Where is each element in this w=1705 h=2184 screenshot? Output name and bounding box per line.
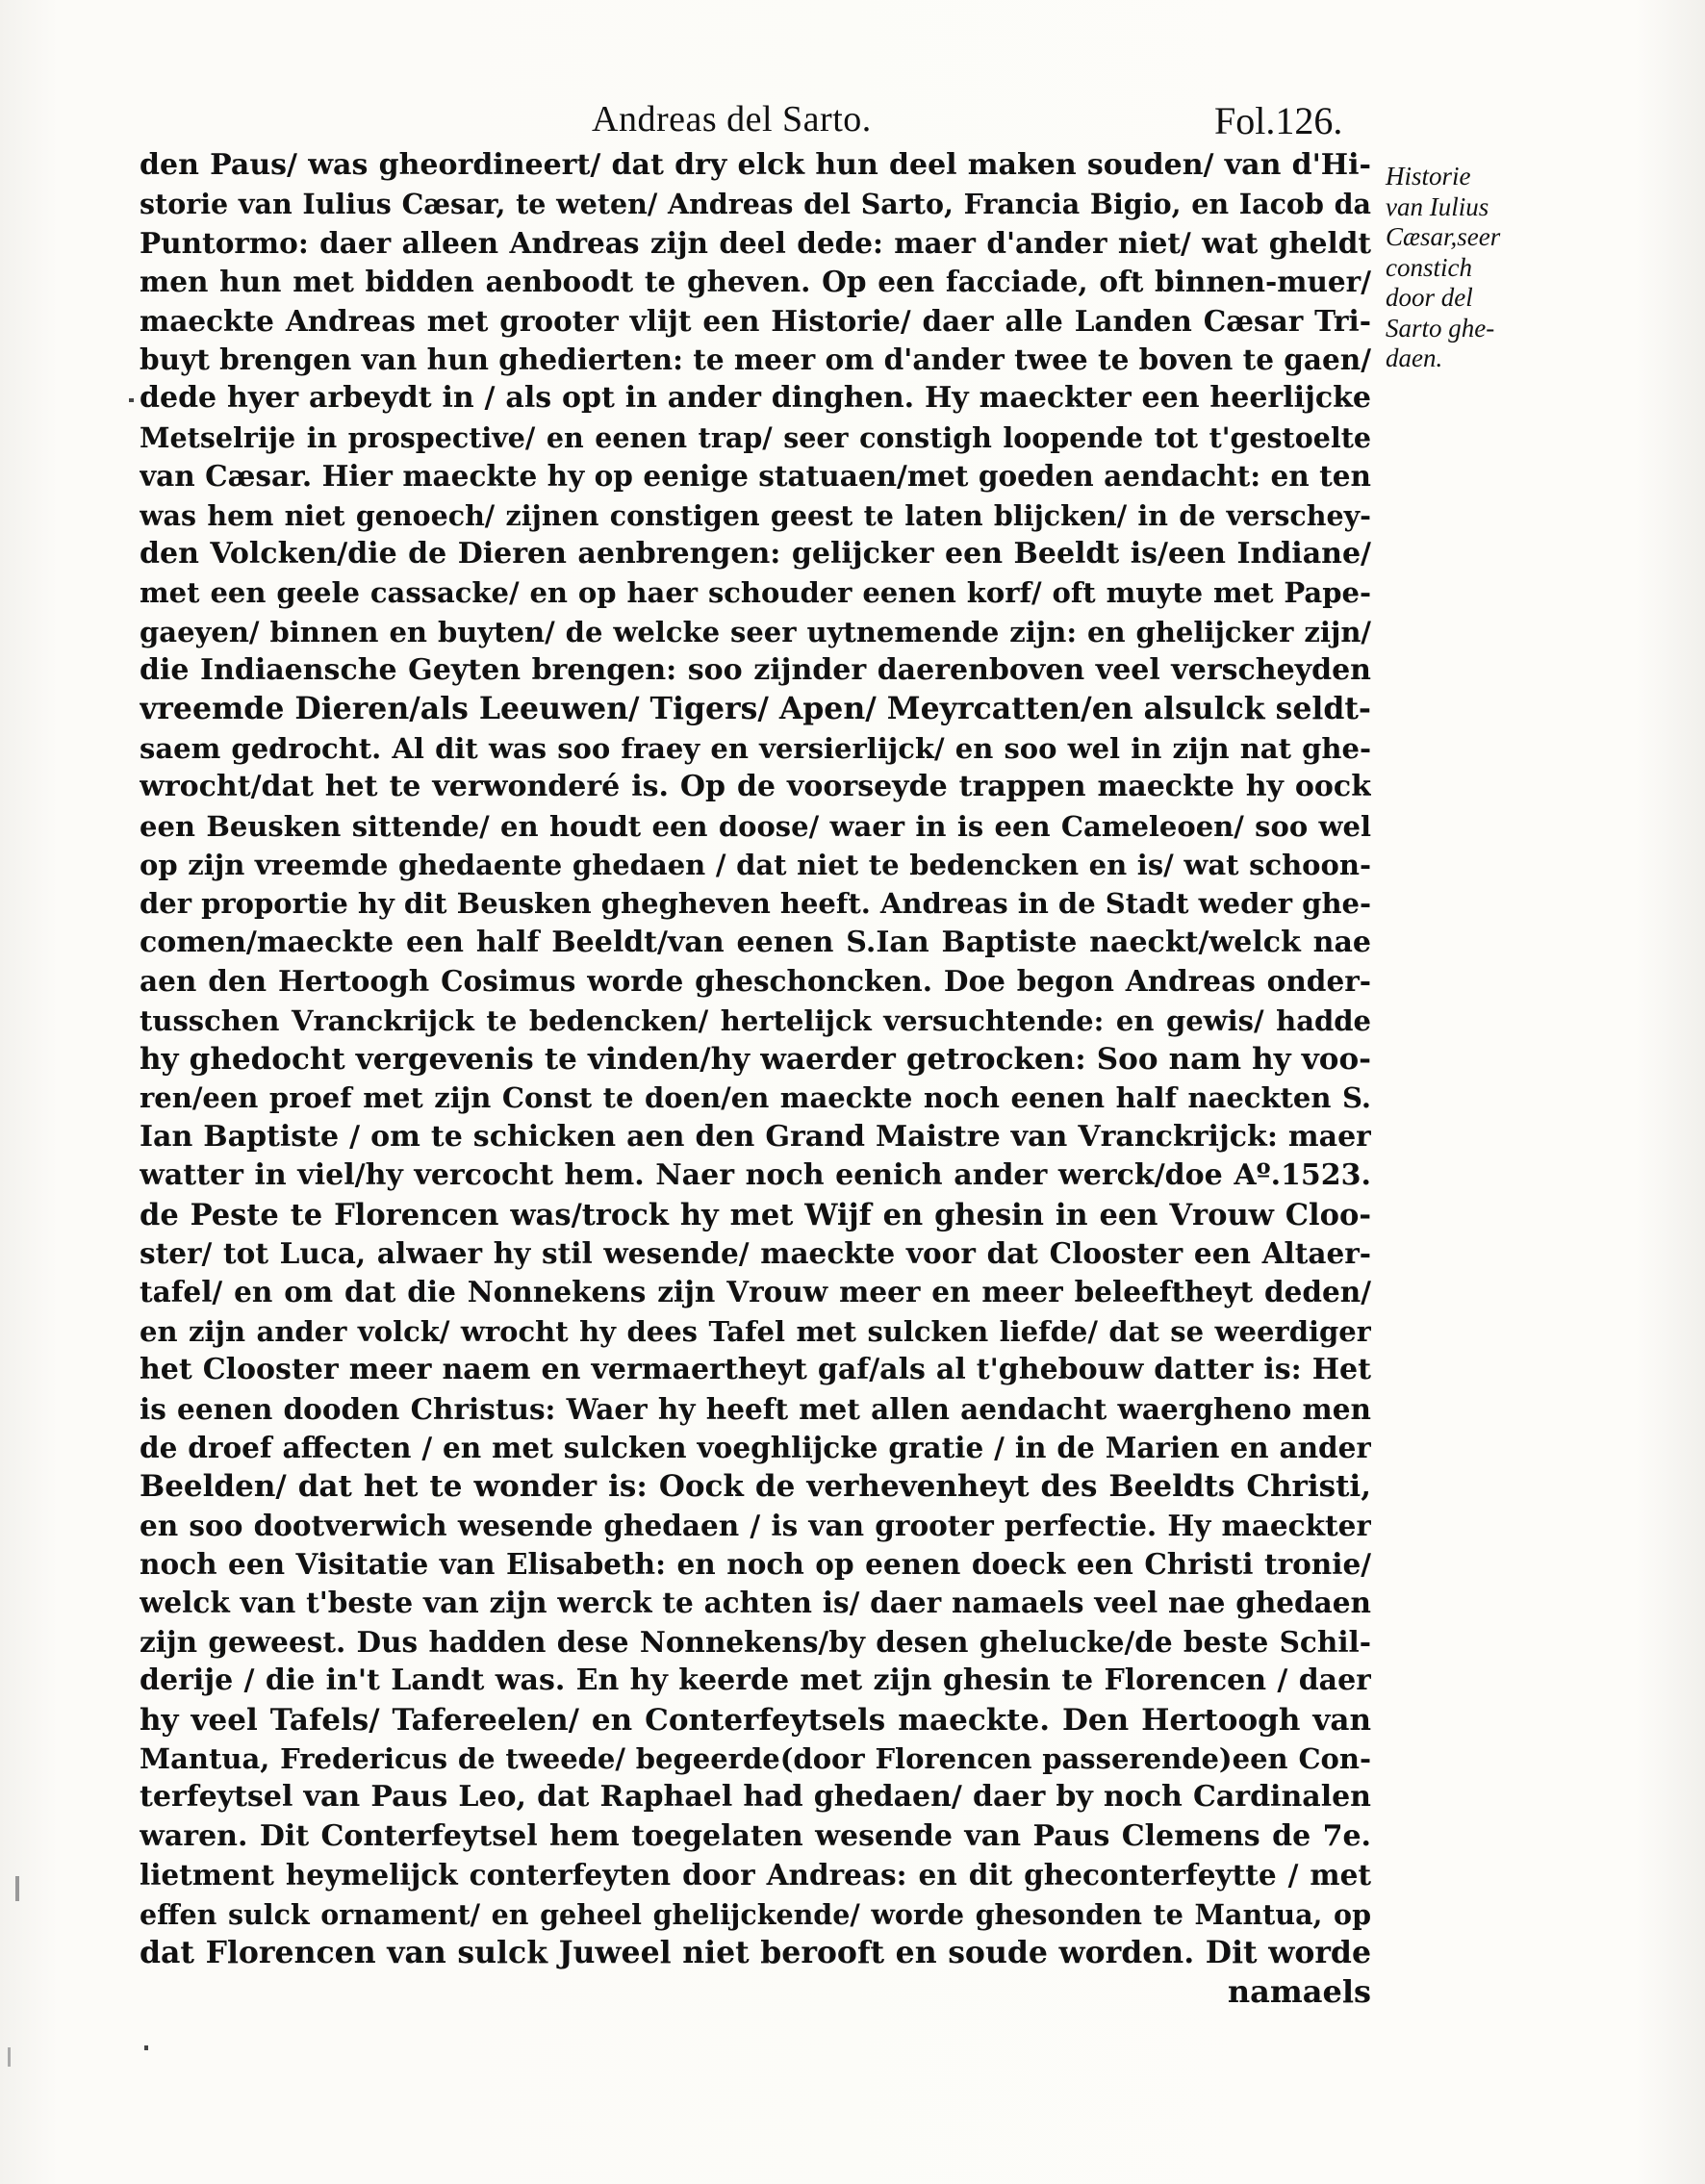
running-head-title: Andreas del Sarto.	[592, 99, 872, 140]
text-line: ren/een proef met zijn Const te doen/en maeckte noch eenen half naeckten S.	[140, 1081, 1371, 1115]
text-line: watter in viel/hy vercocht hem. Naer noch eenich ander werck/doe Aº.1523.	[140, 1158, 1371, 1193]
text-line: noch een Visitatie van Elisabeth: en noch op eenen doeck een Christi tronie/	[140, 1547, 1371, 1582]
text-line: met een geele cassacke/ en op haer schouder eenen korf/ oft muyte met Pape-	[140, 576, 1371, 610]
text-line: den Paus/ was gheordineert/ dat dry elck hun deel maken souden/ van d'Hi-	[140, 148, 1371, 182]
margin-note-line: Cæsar,seer	[1386, 222, 1501, 251]
text-line: is eenen dooden Christus: Waer hy heeft met allen aendacht waergheno men	[140, 1391, 1371, 1426]
text-line: Metselrije in prospective/ en eenen trap/ seer constigh loopende tot t'gestoelte	[140, 420, 1371, 454]
ink-speck	[144, 2045, 148, 2050]
ink-speck	[129, 398, 134, 402]
text-line: den Volcken/die de Dieren aenbrengen: gelijcker een Beeldt is/een Indiane/	[140, 536, 1371, 571]
text-line: Ian Baptiste / om te schicken aen den Grand Maistre van Vranckrijck: maer	[140, 1119, 1371, 1154]
body-text	[140, 146, 1371, 2012]
text-line: saem gedrocht. Al dit was soo fraey en versierlijck/ en soo wel in zijn nat ghe-	[140, 731, 1371, 765]
text-line: ster/ tot Luca, alwaer hy stil wesende/ maeckte voor dat Clooster een Altaer-	[140, 1235, 1371, 1270]
text-line: tusschen Vranckrijck te bedencken/ hertelijck versuchtende: en gewis/ hadde	[140, 1003, 1371, 1037]
margin-note-line: Sarto ghe-	[1386, 313, 1495, 343]
text-line: maeckte Andreas met grooter vlijt een Historie/ daer alle Landen Cæsar Tri-	[140, 303, 1371, 338]
text-line: welck van t'beste van zijn werck te achten is/ daer namaels veel nae ghedaen	[140, 1586, 1371, 1620]
text-line: gaeyen/ binnen en buyten/ de welcke seer uytnemende zijn: en ghelijcker zijn/	[140, 615, 1371, 648]
text-line: een Beusken sittende/ en houdt een doose/ waer in is een Cameleoen/ soo wel	[140, 809, 1371, 843]
folio-number: Fol.126.	[1214, 99, 1343, 142]
margin-note-line: van Iulius	[1386, 191, 1489, 221]
margin-note-line: constich	[1386, 252, 1472, 282]
text-line: derije / die in't Landt was. En hy keerde met zijn ghesin te Florencen / daer	[140, 1663, 1371, 1698]
text-line: lietment heymelijck conterfeyten door Andreas: en dit gheconterfeytte / met	[140, 1858, 1371, 1892]
text-line: terfeytsel van Paus Leo, dat Raphael had ghedaen/ daer by noch Cardinalen	[140, 1780, 1371, 1815]
text-line: wrocht/dat het te verwonderé is. Op de voorseyde trappen maeckte hy oock	[140, 770, 1371, 804]
text-line: zijn geweest. Dus hadden dese Nonnekens/by desen ghelucke/de beste Schil-	[140, 1624, 1371, 1659]
text-line: waren. Dit Conterfeytsel hem toegelaten wesende van Paus Clemens de 7e.	[140, 1818, 1371, 1853]
text-line: het Clooster meer naem en vermaertheyt gaf/als al t'ghebouw datter is: Het	[140, 1353, 1371, 1387]
text-line: tafel/ en om dat die Nonnekens zijn Vrouw meer en meer beleefthеyt deden/	[140, 1275, 1371, 1309]
ink-speck	[8, 2047, 11, 2067]
text-line: effen sulck ornament/ en geheel ghelijckende/ worde ghesonden te Mantua, op	[140, 1897, 1371, 1931]
text-line: hy veel Tafels/ Tafereelen/ en Conterfeytsels maeckte. Den Hertoogh van	[140, 1702, 1371, 1738]
text-line: was hem niet genoech/ zijnen constigen geest te laten blijcken/ in de verschey-	[140, 498, 1371, 532]
text-line: namaels	[1227, 1973, 1371, 2011]
text-line: der proportie hy dit Beusken ghegheven heeft. Andreas in de Stadt weder ghe-	[140, 887, 1371, 921]
text-line: en soo dootverwich wesende ghedaen / is van grooter perfectie. Hy maeckter	[140, 1508, 1371, 1542]
text-line: de droef affecten / en met sulcken voeghlijcke gratie / in de Marien en ander	[140, 1430, 1371, 1464]
text-line: Beelden/ dat het te wonder is: Oock de verhevenheyt des Beeldts Christi,	[140, 1469, 1371, 1505]
ink-speck	[15, 1876, 19, 1901]
text-line: de Peste te Florencen was/trock hy met Wijf en ghesin in een Vrouw Cloo-	[140, 1197, 1371, 1232]
text-line: op zijn vreemde ghedaente ghedaen / dat niet te bedencken en is/ wat schoon-	[140, 849, 1371, 882]
text-line: aen den Hertoogh Cosimus worde gheschoncken. Doe begon Andreas onder-	[140, 964, 1371, 999]
text-line: dat Florencen van sulck Juweel niet berooft en soude worden. Dit worde	[140, 1934, 1371, 1970]
margin-note-line: Historie	[1386, 162, 1471, 190]
text-line: van Cæsar. Hier maeckte hy op eenige statuaen/met goeden aendacht: en ten	[140, 459, 1371, 494]
text-line: hy ghedocht vergevenis te vinden/hy waerder getrocken: Soo nam hy voo-	[140, 1041, 1371, 1077]
text-line: en zijn ander volck/ wrocht hy dees Tafel met sulcken liefde/ dat se weerdiger	[140, 1314, 1371, 1348]
text-line: vreemde Dieren/als Leeuwen/ Tigers/ Apen/ Meyrcatten/en alsulck seldt-	[140, 691, 1371, 727]
margin-note	[1386, 162, 1540, 374]
margin-note-line: daen.	[1386, 343, 1443, 372]
text-line: men hun met bidden aenboodt te gheven. Op een facciade, oft binnen-muer/	[140, 265, 1371, 299]
text-line: storie van Iulius Cæsar, te weten/ Andreas del Sarto, Francia Bigio, en Iacob da	[140, 188, 1371, 221]
margin-note-line: door del	[1386, 283, 1473, 312]
text-line: Puntormo: daer alleen Andreas zijn deel dede: maer d'ander niet/ wat gheldt	[140, 225, 1371, 260]
text-line: buyt brengen van hun ghedierten: te meer om d'ander twee te boven te gaen/	[140, 342, 1371, 376]
text-line: Mantua, Fredericus de tweede/ begeerde(door Florencen passerende)een Con-	[140, 1742, 1371, 1776]
text-line: die Indiaensche Geyten brengen: soo zijnder daerenboven veel verscheyden	[140, 653, 1371, 688]
text-line: comen/maeckte een half Beeldt/van eenen S.Ian Baptiste naeckt/welck nae	[140, 925, 1371, 959]
text-line: dede hyer arbeydt in / als opt in ander dinghen. Hy maeckter een heerlijcke	[140, 381, 1371, 416]
